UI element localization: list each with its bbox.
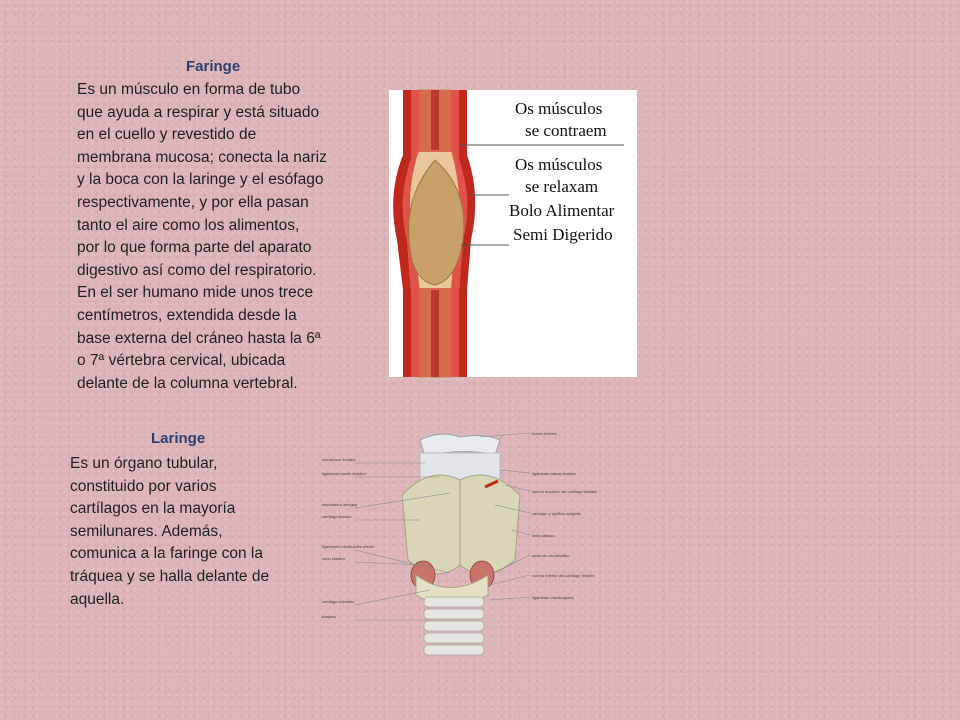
label-bolo-1: Bolo Alimentar: [509, 201, 615, 220]
larynx-label-left-8: tráquea: [322, 614, 336, 619]
larynx-label-right-4: cartílago y apófisis epiglotis: [532, 511, 581, 516]
larynx-label-right-7: cuerno inferior del cartílago tiroides: [532, 573, 595, 578]
larynx-label-right-3: cuerno superior del cartílago tiroides: [532, 489, 597, 494]
pharynx-diagram: [389, 90, 637, 377]
larynx-label-left-4: cartílago tiroides: [322, 514, 352, 519]
faringe-description: Es un músculo en forma de tubo que ayuda a respirar y está situado en el cuello y revestido de membrana mucosa; conecta la nariz y la boca con la laringe y el esófago respectivamente, y por ella pasan tanto el aire como los alimentos, por lo que forma parte del aparato digestivo así como del respiratorio. En el ser humano mide unos trece centímetros, extendida desde la base externa del cráneo hasta la 6ª o 7ª vértebra cervical, ubicada delante de la columna vertebral.: [77, 81, 327, 392]
larynx-label-left-2: ligamento medio tiroideo: [322, 471, 366, 476]
label-contraem-1: Os músculos: [515, 99, 603, 118]
larynx-label-right-8: ligamento cricotraqueal: [532, 595, 574, 600]
larynx-label-left-5: ligamento cricotiroideo medio: [322, 544, 375, 549]
larynx-label-left-1: membrana tiroidea: [322, 457, 356, 462]
larynx-label-left-6: cono elástico: [322, 556, 346, 561]
laringe-title: Laringe: [151, 430, 206, 447]
laringe-description: Es un órgano tubular, constituido por varios cartílagos en la mayoría semilunares. Además, comunica a la faringe con la tráquea y se halla delante de aquella.: [70, 455, 270, 608]
larynx-label-right-2: ligamento lateral tiroideo: [532, 471, 576, 476]
larynx-diagram: [320, 425, 597, 665]
larynx-label-right-5: línea oblicua: [532, 533, 555, 538]
larynx-label-right-1: hueso hioides: [532, 431, 557, 436]
label-relaxam-2: se relaxam: [525, 177, 599, 196]
larynx-label-right-6: músculo cricotiroideo: [532, 553, 570, 558]
label-bolo-2: Semi Digerido: [513, 225, 613, 244]
label-relaxam-1: Os músculos: [515, 155, 603, 174]
larynx-label-left-7: cartílago cricoides: [322, 599, 355, 604]
faringe-title: Faringe: [186, 58, 241, 75]
label-contraem-2: se contraem: [525, 121, 607, 140]
larynx-label-left-3: escotadura laringea: [322, 502, 358, 507]
